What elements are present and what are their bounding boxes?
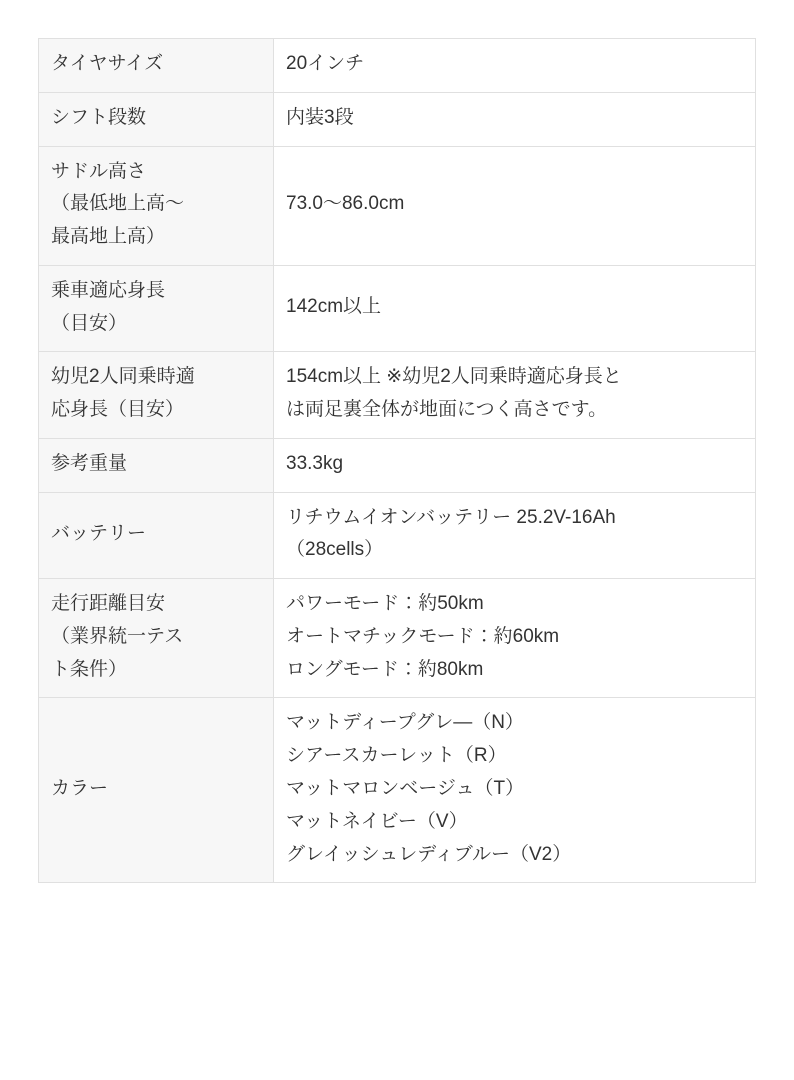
spec-value-line: オートマチックモード：約60km (286, 625, 560, 647)
spec-label-line: （業界統一テス (51, 625, 184, 647)
table-row (39, 92, 756, 146)
spec-value-range (274, 579, 756, 698)
table-row (39, 438, 756, 492)
table-row (39, 265, 756, 352)
spec-label-line: タイヤサイズ (51, 53, 164, 74)
spec-value-line: 内装3段 (286, 106, 354, 128)
table-row (39, 352, 756, 439)
spec-label-line: 走行距離目安 (51, 593, 166, 615)
spec-value-shift-steps (274, 92, 756, 146)
spec-label-line: 乗車適応身長 (51, 279, 166, 301)
spec-label-tire-size (39, 39, 274, 93)
spec-label-saddle-height (39, 146, 274, 265)
table-row (39, 39, 756, 93)
specification-table (38, 38, 756, 883)
spec-value-weight (274, 438, 756, 492)
spec-label-rider-height (39, 265, 274, 352)
spec-label-line: バッテリー (51, 523, 147, 545)
spec-value-line: 20インチ (286, 53, 365, 74)
spec-value-line: マットマロンベージュ（T） (286, 778, 525, 800)
spec-label-line: 幼児2人同乗時適 (51, 366, 195, 388)
spec-label-line: シフト段数 (51, 106, 147, 128)
spec-value-rider-height (274, 265, 756, 352)
spec-value-line: グレイッシュレディブルー（V2） (286, 843, 572, 865)
spec-value-line: （28cells） (286, 539, 384, 561)
spec-value-line: パワーモード：約50km (286, 593, 484, 615)
spec-value-battery (274, 492, 756, 579)
spec-label-line: 参考重量 (51, 452, 128, 474)
table-row (39, 579, 756, 698)
spec-label-line: カラー (51, 778, 109, 800)
table-row (39, 698, 756, 883)
spec-table-body (39, 39, 756, 883)
spec-label-battery (39, 492, 274, 579)
spec-label-two-child-height (39, 352, 274, 439)
table-row (39, 492, 756, 579)
spec-value-line: ロングモード：約80km (286, 658, 484, 680)
spec-value-line: リチウムイオンバッテリー 25.2V-16Ah (286, 506, 616, 528)
spec-value-line: マットネイビー（V） (286, 810, 468, 832)
spec-label-line: 応身長（目安） (51, 399, 185, 421)
spec-value-tire-size (274, 39, 756, 93)
spec-value-line: は両足裏全体が地面につく高さです。 (286, 399, 608, 421)
spec-value-saddle-height (274, 146, 756, 265)
spec-label-weight (39, 438, 274, 492)
spec-value-line: 33.3kg (286, 452, 344, 474)
spec-label-line: サドル高さ (51, 160, 147, 182)
spec-value-line: 73.0〜86.0cm (286, 193, 405, 215)
spec-label-line: 最高地上高） (51, 226, 166, 248)
spec-label-line: （最低地上高〜 (51, 193, 185, 215)
spec-label-shift-steps (39, 92, 274, 146)
spec-value-line: マットディープグレ―（N） (286, 712, 524, 734)
spec-value-line: シアースカーレット（R） (286, 745, 507, 767)
table-row (39, 146, 756, 265)
spec-value-two-child-height (274, 352, 756, 439)
spec-label-line: （目安） (51, 312, 128, 334)
spec-label-range (39, 579, 274, 698)
spec-label-color (39, 698, 274, 883)
spec-label-line: ト条件） (51, 658, 128, 680)
spec-value-line: 154cm以上 ※幼児2人同乗時適応身長と (286, 366, 622, 388)
spec-value-line: 142cm以上 (286, 296, 382, 318)
spec-value-color (274, 698, 756, 883)
